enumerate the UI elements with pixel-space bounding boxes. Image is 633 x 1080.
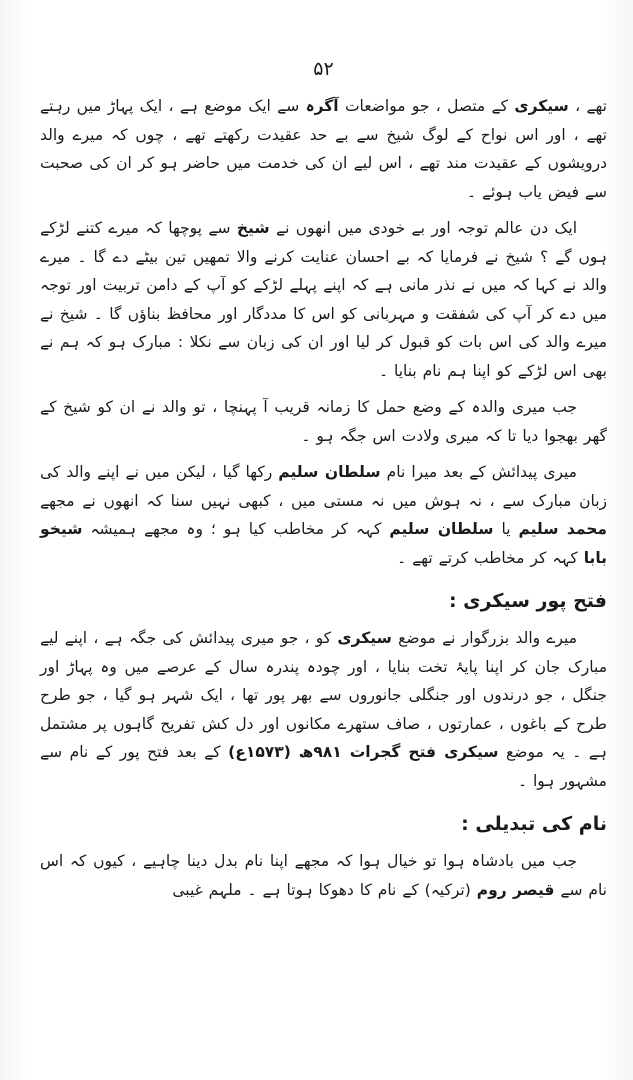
bold-term: سیکری فتح گجرات ۹۸۱ھ (۱۵۷۳ع) [228, 743, 499, 761]
text-run: رکھا گیا ، لیکن میں نے اپنے والد کی زبان مبارک سے ، نہ ہوش میں نہ مستی میں ، کبھی نہیں سنا کہ انھوں نے مجھے [40, 463, 607, 510]
text-run: (ترکیہ) کے نام کا دھوکا ہوتا ہے ۔ ملہم غیبی [172, 880, 477, 899]
text-run: تھے ، [568, 97, 607, 115]
paragraph [40, 92, 607, 206]
text-run: کو ، جو میری پیدائش کی جگہ ہے ، اپنے لیے مبارک جان کر اپنا پایۂ تخت بنایا ، اور چودہ پندرہ سال کے عرصے میں وہ پہاڑ اور جنگل ، جو درندوں اور جنگلی جانوروں سے بھر پور تھا ، ایک شہر ہو گیا ، جو طرح طرح کے باغوں ، عمارتوں ، صاف ستھرے مکانوں اور دل کش تفریح گاہوں پر مشتمل ہے ۔ یہ موضع [40, 629, 607, 761]
bold-term: محمد سلیم [518, 520, 608, 538]
text-run: سے ایک موضع ہے ، ایک پہاڑ میں رہتے تھے ، اور اس نواح کے لوگ شیخ سے بے حد عقیدت رکھتے تھے ، چوں کہ میرے والد درویشوں کے عقیدت مند تھے ، اس لیے ان کی خدمت میں حاضر ہو کر ان کی صحبت سے فیض یاب ہوئے ۔ [40, 97, 607, 201]
text-run: میری پیدائش کے بعد میرا نام [380, 463, 577, 481]
text-run: جب میری والدہ کے وضع حمل کا زمانہ قریب آ پہنچا ، تو والد نے ان کو شیخ کے گھر بھجوا دیا تا کہ میری ولادت اس جگہ ہو ۔ [40, 398, 607, 445]
bold-term: سیکری [337, 629, 392, 647]
section-heading: فتح پور سیکری : [448, 590, 607, 612]
text-run: یا [493, 520, 519, 538]
text-run: سے پوچھا کہ میرے کتنے لڑکے ہوں گے ؟ شیخ نے فرمایا کہ بے احسان عنایت کرنے والا تمھیں تین بیٹے دے گا ۔ میرے والد نے کہا کہ میں نے نذر مانی ہے کہ اپنے پہلے لڑکے کو آپ کے دامن تربیت اور توجہ میں دے کر آپ کی شفقت و مہربانی کو اس کا مددگار اور محافظ بناؤں گا ۔ شیخ نے میرے والد کی اس بات کو قبول کر لیا اور ان کی زبان سے نکلا : مبارک ہو کہ ہم نے بھی اس لڑکے کو اپنا ہم نام بنایا ۔ [40, 219, 607, 380]
text-run: کے متصل ، جو مواضعات [338, 97, 515, 115]
page-number: ۵۲ [313, 58, 334, 80]
paragraph [40, 393, 607, 450]
text-run: جب میں بادشاہ ہوا تو خیال ہوا کہ مجھے اپنا نام بدل دینا چاہیے ، کیوں کہ اس نام سے [40, 852, 607, 899]
bold-term: قیصر روم [476, 880, 555, 899]
paragraph [40, 214, 607, 385]
bold-term: سلطان سلیم [389, 520, 494, 538]
bold-term: شیخ [236, 219, 270, 237]
bold-term: سیکری [514, 97, 569, 115]
page-body [40, 92, 607, 904]
section-heading: نام کی تبدیلی : [461, 813, 607, 835]
text-run: میرے والد بزرگوار نے موضع [391, 629, 578, 647]
text-run: کہہ کر مخاطب کیا ہو ؛ وہ مجھے ہمیشہ [82, 520, 390, 538]
text-run: کے بعد فتح پور کے نام سے مشہور ہوا ۔ [40, 743, 607, 790]
paragraph [40, 847, 607, 904]
bold-term: آگرہ [305, 97, 339, 115]
text-run: ایک دن عالم توجہ اور بے خودی میں انھوں نے [269, 219, 577, 237]
paragraph [40, 458, 607, 572]
bold-term: شیخو بابا [40, 520, 607, 567]
bold-term: سلطان سلیم [278, 463, 381, 481]
text-run: کہہ کر مخاطب کرتے تھے ۔ [397, 548, 584, 567]
paragraph [40, 624, 607, 795]
